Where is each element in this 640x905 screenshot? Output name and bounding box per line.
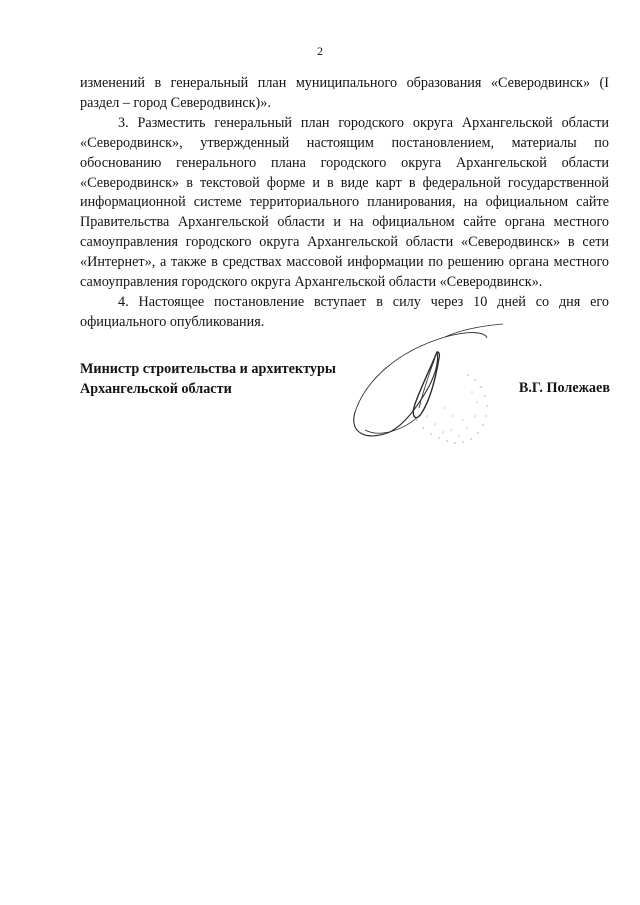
signer-position	[80, 360, 336, 399]
signer-position-line-1: Министр строительства и архитектуры	[80, 361, 336, 377]
paragraph-continuation: изменений в генеральный план муниципального образования «Северодвинск» (I раздел – город Северодвинск)».	[80, 75, 609, 111]
signer-position-line-2: Архангельской области	[80, 380, 232, 397]
paragraph-item-4: 4. Настоящее постановление вступает в силу через 10 дней со дня его официального опубликования.	[80, 293, 609, 330]
paragraph-item-3: 3. Разместить генеральный план городского округа Архангельской области «Северодвинск», утвержденный настоящим постановлением, материалы по обоснованию генерального плана городского округа Архангельской области «Северодвинск» в текстовой форме и в виде карт в федеральной государственной информационной системе территориального планирования, на официальном сайте Правительства Архангельской области и на официальном сайте органа местного самоуправления городского округа Архангельской области «Северодвинск» в сети «Интернет», а также в средствах массовой информации по решению органа местного самоуправления городского округа Архангельской области «Северодвинск».	[80, 114, 609, 291]
handwritten-signature-icon	[335, 312, 515, 492]
signer-name: В.Г. Полежаев	[518, 380, 610, 396]
document-body	[80, 74, 609, 333]
signature-block	[80, 360, 610, 490]
page-number: 2	[317, 44, 323, 58]
